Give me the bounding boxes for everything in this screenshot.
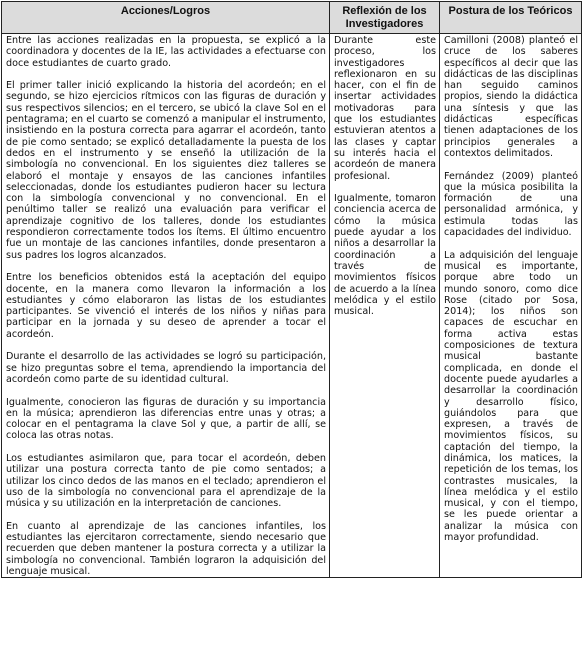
acciones-paragraph: Igualmente, conocieron las figuras de duración y su importancia en la música; aprendieron las diferencias entre unas y otras; a colocar en el pentagrama la clave Sol y que, a partir de allí, se coloca las otras notas.: [6, 396, 326, 442]
reflexion-cell: [330, 34, 440, 578]
acciones-paragraph: Entre las acciones realizadas en la propuesta, se explicó a la coordinadora y docentes de la IE, las actividades a efectuarse con doce estudiantes de cuarto grado.: [6, 35, 326, 69]
teoricos-paragraph: Camilloni (2008) planteó el cruce de los saberes específicos al decir que las didácticas de las disciplinas han seguido caminos propios, siendo la didáctica una síntesis y que las didácticas específicas tienen adaptaciones de los principios generales a contextos delimitados.: [444, 35, 578, 159]
acciones-paragraph: En cuanto al aprendizaje de las canciones infantiles, los estudiantes las ejercitaron correctamente, siendo necesario que recuerden que deben mantener la postura correcta y a utilizar la simbología no convencional. También lograron la adquisición del lenguaje musical.: [6, 520, 326, 577]
acciones-paragraph: El primer taller inició explicando la historia del acordeón; en el segundo, se hizo ejercicios rítmicos con las figuras de duración y sus respectivos silencios; en el tercero, se ubicó la clave Sol en el pentagrama; en el cuarto se comenzó a manipular el instrumento, insistiendo en la postura correcta para agarrar el acordeón, tanto de pie como sentado; se explicó detalladamente la puesta de los dedos en el instrumento y se enseñó la utilización de la simbología no convencional. En los siguientes diez talleres se elaboró el montaje y ensayos de las canciones infantiles seleccionadas, donde los estudiantes pudieron hacer su lectura con la simbología convencional y no convencional. En el penúltimo taller se realizó una evaluación para verificar el aprendizaje cognitivo de los talleres, donde los estudiantes respondieron correctamente todos los ítems. El último encuentro fue un montaje de las canciones infantiles, donde presentaron a sus padres los logros alcanzados.: [6, 80, 326, 261]
teoricos-paragraph: Fernández (2009) planteó que la música posibilita la formación de una personalidad armónica, y estimula todas las capacidades del individuo.: [444, 170, 578, 239]
header-acciones-logros: Acciones/Logros: [2, 2, 330, 34]
header-reflexion-investigadores: Reflexión de los Investigadores: [330, 2, 440, 34]
table-header-row: [2, 2, 582, 34]
teoricos-paragraph: La adquisición del lenguaje musical es importante, porque abre todo un mundo sonoro, como dice Rose (citado por Sosa, 2014); los niños son capaces de escuchar en forma activa estas composiciones de textura musical bastante complicada, en donde el docente puede ayudarles a desarrollar la coordinación y desarrollo físico, guiándolos para que expresen, a través de movimientos físicos, su captación del tiempo, la dinámica, los matices, la repetición de los temas, los contrastes musicales, la línea melódica y el estilo musical, y con el tiempo, se les puede orientar a analizar la música con mayor profundidad.: [444, 249, 578, 544]
acciones-cell: [2, 34, 330, 578]
results-table: [1, 1, 582, 578]
reflexion-paragraph: Durante este proceso, los investigadores reflexionaron en su hacer, con el fin de insertar actividades motivadoras para que los estudiantes estuvieran atentos a las clases y captar su interés hacia el acordeón de manera profesional.: [334, 35, 436, 182]
header-postura-teoricos: Postura de los Teóricos: [440, 2, 582, 34]
acciones-paragraph: Entre los beneficios obtenidos está la aceptación del equipo docente, en la manera como llevaron la información a los estudiantes y cómo elaboraron las listas de los estudiantes participantes. Se vivenció el interés de los niños y niñas para participar en la jornada y su deseo de aprender a tocar el acordeón.: [6, 272, 326, 340]
acciones-paragraph: Durante el desarrollo de las actividades se logró su participación, se hizo preguntas sobre el tema, aprendiendo la importancia del acordeón como parte de su identidad cultural.: [6, 351, 326, 385]
reflexion-paragraph: Igualmente, tomaron conciencia acerca de cómo la música puede ayudar a los niños a desarrollar la coordinación a través de movimientos físicos de acuerdo a la línea melódica y el estilo musical.: [334, 193, 436, 318]
teoricos-cell: [440, 34, 582, 578]
table-row: [2, 34, 582, 578]
acciones-paragraph: Los estudiantes asimilaron que, para tocar el acordeón, deben utilizar una postura correcta tanto de pie como sentados; a utilizar los cinco dedos de las manos en el teclado; aprendieron el uso de la simbología no convencional para el aprendizaje de la música y su utilización en la interpretación de canciones.: [6, 452, 326, 510]
